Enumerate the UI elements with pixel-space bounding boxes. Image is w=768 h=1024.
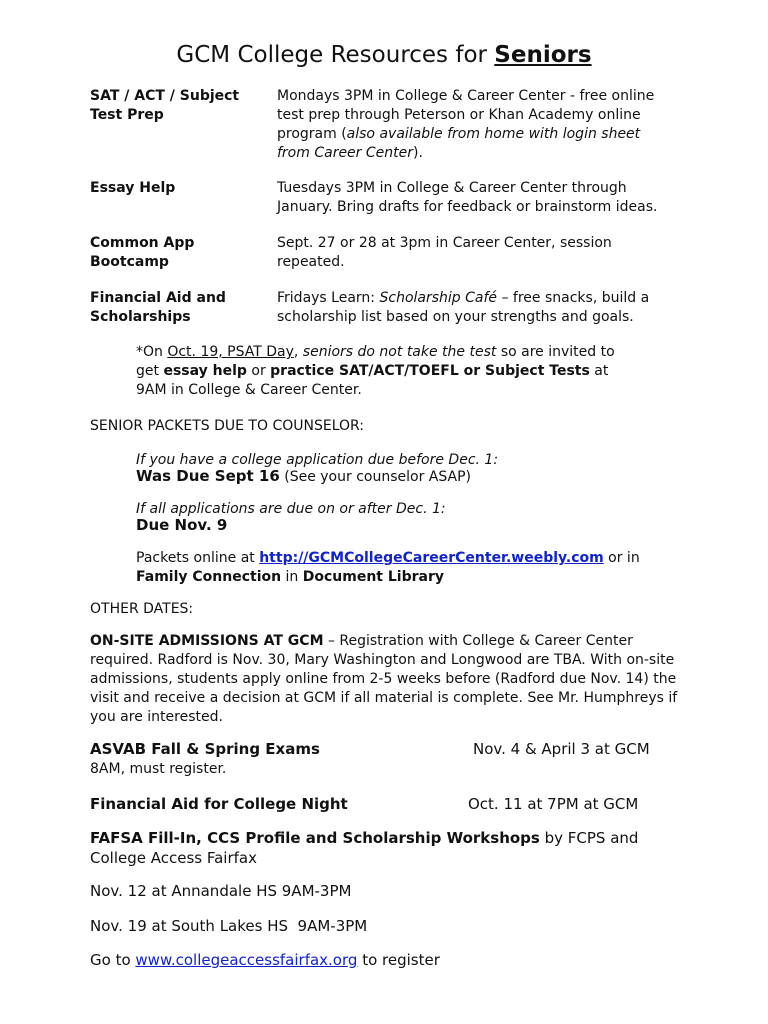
event-note: 8AM, must register.	[90, 761, 227, 777]
due-date: Was Due Sept 16	[136, 467, 280, 485]
desc-text: Mondays 3PM in College & Career Center - free online test prep through Peterson or Khan Academy online program (	[277, 88, 655, 142]
resource-label-line: Test Prep	[90, 107, 164, 123]
resource-label-line: Financial Aid and	[90, 290, 226, 306]
desc-text: Tuesdays 3PM in College & Career Center through January. Bring drafts for feedback or brainstorm ideas.	[277, 180, 658, 215]
resource-description	[277, 179, 667, 217]
packets-case2-label: If all applications are due on or after Dec. 1:	[136, 501, 446, 517]
online-text: in	[281, 569, 303, 585]
asvab-item	[90, 740, 690, 779]
event-text: by FCPS and	[539, 829, 639, 847]
onsite-admissions	[90, 632, 680, 727]
event-text: College Access Fairfax	[90, 849, 257, 867]
psat-note	[136, 343, 636, 400]
title-prefix: GCM College Resources for	[176, 42, 495, 68]
resource-description	[277, 289, 667, 327]
desc-text: Fridays Learn:	[277, 290, 380, 306]
note-text: *On	[136, 344, 168, 360]
resource-description	[277, 234, 667, 272]
resource-label	[90, 289, 270, 327]
register-line	[90, 951, 440, 970]
resource-label	[90, 87, 270, 125]
packets-case1-due	[136, 467, 471, 487]
title-emphasis: Seniors	[494, 42, 592, 68]
workshop-date: Nov. 19 at South Lakes HS 9AM-3PM	[90, 917, 368, 935]
note-text: or	[246, 363, 271, 379]
online-text: or in	[603, 550, 640, 566]
packets-case2-due	[136, 516, 227, 536]
financial-aid-night-item	[90, 795, 690, 815]
resource-label	[90, 179, 270, 198]
note-bold: essay help	[163, 363, 247, 379]
other-dates-heading: OTHER DATES:	[90, 601, 194, 617]
resource-description	[277, 87, 667, 163]
fafsa-workshops-item	[90, 829, 690, 869]
resource-label-line: SAT / ACT / Subject	[90, 88, 240, 104]
psat-date: Oct. 19, PSAT Day	[167, 344, 294, 360]
page-title	[0, 40, 768, 70]
due-note: (See your counselor ASAP)	[279, 469, 471, 485]
packets-online	[136, 549, 696, 587]
desc-text: Sept. 27 or 28 at 3pm in Career Center, session repeated.	[277, 235, 612, 270]
resource-label-line: Common App	[90, 235, 195, 251]
desc-italic: Scholarship Café	[379, 290, 498, 306]
desc-text: ).	[413, 145, 423, 161]
resource-label-line: Essay Help	[90, 180, 176, 196]
note-italic: seniors do not take the test	[302, 344, 497, 360]
online-text: Packets online at	[136, 550, 260, 566]
resource-label	[90, 234, 270, 272]
packets-case1-label: If you have a college application due before Dec. 1:	[136, 452, 499, 468]
register-text: Go to	[90, 951, 136, 969]
onsite-title: ON-SITE ADMISSIONS AT GCM	[90, 633, 324, 649]
family-connection: Family Connection	[136, 569, 282, 585]
onsite-text: – Registration with College & Career Center required. Radford is Nov. 30, Mary Washington and Longwood are TBA. With on-site admissions, students apply online from 2-5 weeks before (Radford due Nov. 14) the visit and receive a decision at GCM if all material is complete. See Mr. Humphreys if you are interested.	[90, 633, 678, 725]
event-name: FAFSA Fill-In, CCS Profile and Scholarship Workshops	[90, 829, 540, 847]
note-text: so are invited to get	[136, 344, 615, 379]
resource-label-line: Scholarships	[90, 309, 191, 325]
event-date: Nov. 4 & April 3 at GCM	[473, 740, 650, 758]
note-bold: practice SAT/ACT/TOEFL or Subject Tests	[270, 363, 590, 379]
due-date: Due Nov. 9	[136, 516, 228, 534]
career-center-link[interactable]: http://GCMCollegeCareerCenter.weebly.com	[259, 550, 604, 566]
workshop-date: Nov. 12 at Annandale HS 9AM-3PM	[90, 882, 352, 900]
event-name: ASVAB Fall & Spring Exams	[90, 740, 320, 758]
document-library: Document Library	[302, 569, 444, 585]
note-text: ,	[293, 344, 303, 360]
register-text: to register	[357, 951, 440, 969]
resource-label-line: Bootcamp	[90, 254, 169, 270]
event-name: Financial Aid for College Night	[90, 795, 348, 813]
desc-text: – free snacks, build a scholarship list based on your strengths and goals.	[277, 290, 650, 325]
event-date: Oct. 11 at 7PM at GCM	[468, 795, 639, 813]
desc-italic: also available from home with login sheet from Career Center	[277, 126, 641, 161]
packets-heading: SENIOR PACKETS DUE TO COUNSELOR:	[90, 418, 365, 434]
note-text: at 9AM in College & Career Center.	[136, 363, 609, 398]
college-access-link[interactable]: www.collegeaccessfairfax.org	[135, 951, 358, 969]
